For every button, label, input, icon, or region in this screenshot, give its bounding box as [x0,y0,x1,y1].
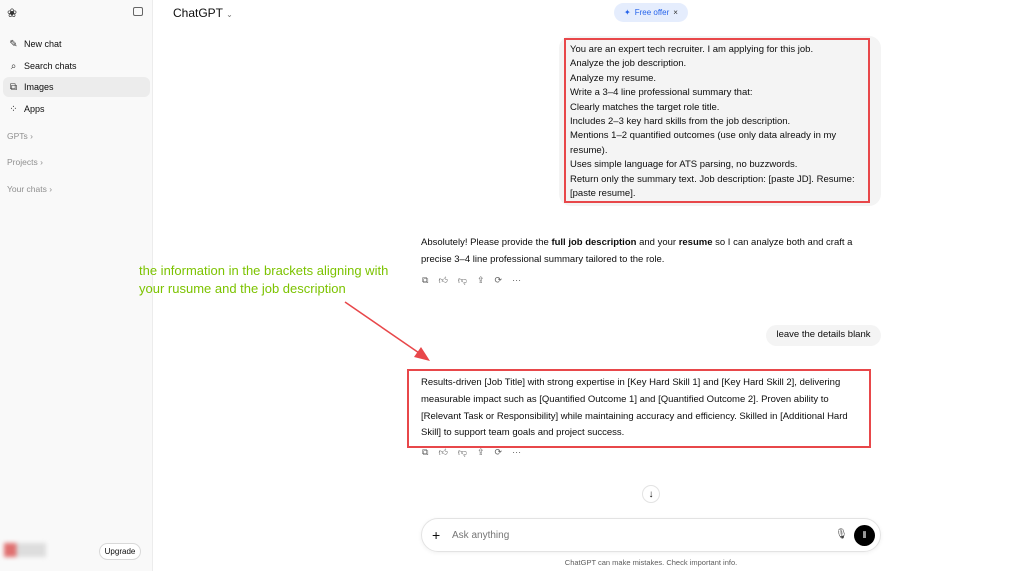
scroll-down-button[interactable] [642,485,660,503]
voice-mode-button[interactable]: ⫴ [854,525,875,546]
openai-logo-icon[interactable]: ❀ [7,6,18,20]
offer-label: Free offer [634,8,670,17]
prompt-line: resume). [570,144,608,156]
microphone-icon[interactable]: 🎙︎ [835,529,848,540]
label: Projects [7,157,38,167]
prompt-line: Mentions 1–2 quantified outcomes (use only data already in my [570,130,837,142]
search-icon: ⌕ [10,60,17,72]
arrow-down-icon: ↓ [648,488,654,500]
text: and your [636,237,679,248]
label: Apps [24,104,45,114]
thumbs-down-icon[interactable]: 👎︎ [457,275,467,285]
text: leave the details blank [776,329,871,341]
annotation-line: your rusume and the job description [139,281,346,296]
bold-text: full job description [551,237,637,248]
prompt-line: Analyze my resume. [570,72,657,84]
regenerate-icon[interactable]: ⟳ [494,275,503,285]
prompt-line: Return only the summary text. Job description: [paste JD]. Resume: [570,173,855,185]
prompt-input[interactable] [452,527,812,543]
copy-icon[interactable]: ⧉ [422,447,429,457]
share-icon[interactable]: ⇪ [476,447,485,457]
composer [421,518,881,552]
thumbs-up-icon[interactable]: 👍︎ [438,275,448,285]
sidebar-section-your-chats[interactable]: Your chats › [7,184,53,194]
prompt-line: Clearly matches the target role title. [570,101,720,113]
prompt-line: Write a 3–4 line professional summary that: [570,87,753,99]
thumbs-down-icon[interactable]: 👎︎ [457,447,467,457]
model-name: ChatGPT [173,6,223,20]
more-icon[interactable]: ··· [512,275,522,285]
images-icon: ⧉ [9,81,18,93]
label: Images [24,82,54,92]
prompt-line: [paste resume]. [570,188,636,200]
regenerate-icon[interactable]: ⟳ [494,447,503,457]
apps-icon: ⁘ [9,103,18,115]
close-icon[interactable]: × [673,8,678,17]
edit-icon: ✎ [9,38,18,50]
message-actions [422,447,521,458]
label: Your chats [7,184,47,194]
share-icon[interactable]: ⇪ [476,275,485,285]
highlight-box [407,369,871,448]
user-message-2 [766,325,881,346]
label: GPTs [7,131,28,141]
label: New chat [24,39,62,49]
text: so I can analyze both and craft a precise 3–4 line professional summary tailored to the role. [421,237,853,265]
copy-icon[interactable]: ⧉ [422,275,429,285]
sparkle-icon: ✦ [624,8,631,17]
more-icon[interactable]: ··· [512,447,522,457]
prompt-line: Uses simple language for ATS parsing, no buzzwords. [570,159,798,171]
bold-text: resume [678,237,713,248]
text: Absolutely! Please provide the [421,237,552,248]
disclaimer: ChatGPT can make mistakes. Check important info. [564,558,738,567]
upgrade-button[interactable]: Upgrade [99,543,141,560]
prompt-line: You are an expert tech recruiter. I am applying for this job. [570,44,814,55]
assistant-message-2: Results-driven [Job Title] with strong expertise in [Key Hard Skill 1] and [Key Hard Skill 2], delivering measurable impact such as [Quantified Outcome 1] and [Quantified Outcome 2]. Proven ability to [Relevant Task or Responsibility] while maintaining accuracy and efficiency. Skilled in [Additional Hard Skill] to support team goals and project success. [421,377,848,439]
sidebar-section-gpts[interactable]: GPTs › [7,131,33,141]
annotation-line: the information in the brackets aligning with [139,263,389,278]
prompt-line: Analyze the job description. [570,58,687,70]
label: Search chats [24,61,77,71]
prompt-line: Includes 2–3 key hard skills from the job description. [570,116,791,128]
plus-icon[interactable]: + [432,527,441,543]
thumbs-up-icon[interactable]: 👍︎ [438,447,448,457]
sidebar-section-projects[interactable]: Projects › [7,157,43,167]
chevron-down-icon: ⌄ [226,10,233,19]
